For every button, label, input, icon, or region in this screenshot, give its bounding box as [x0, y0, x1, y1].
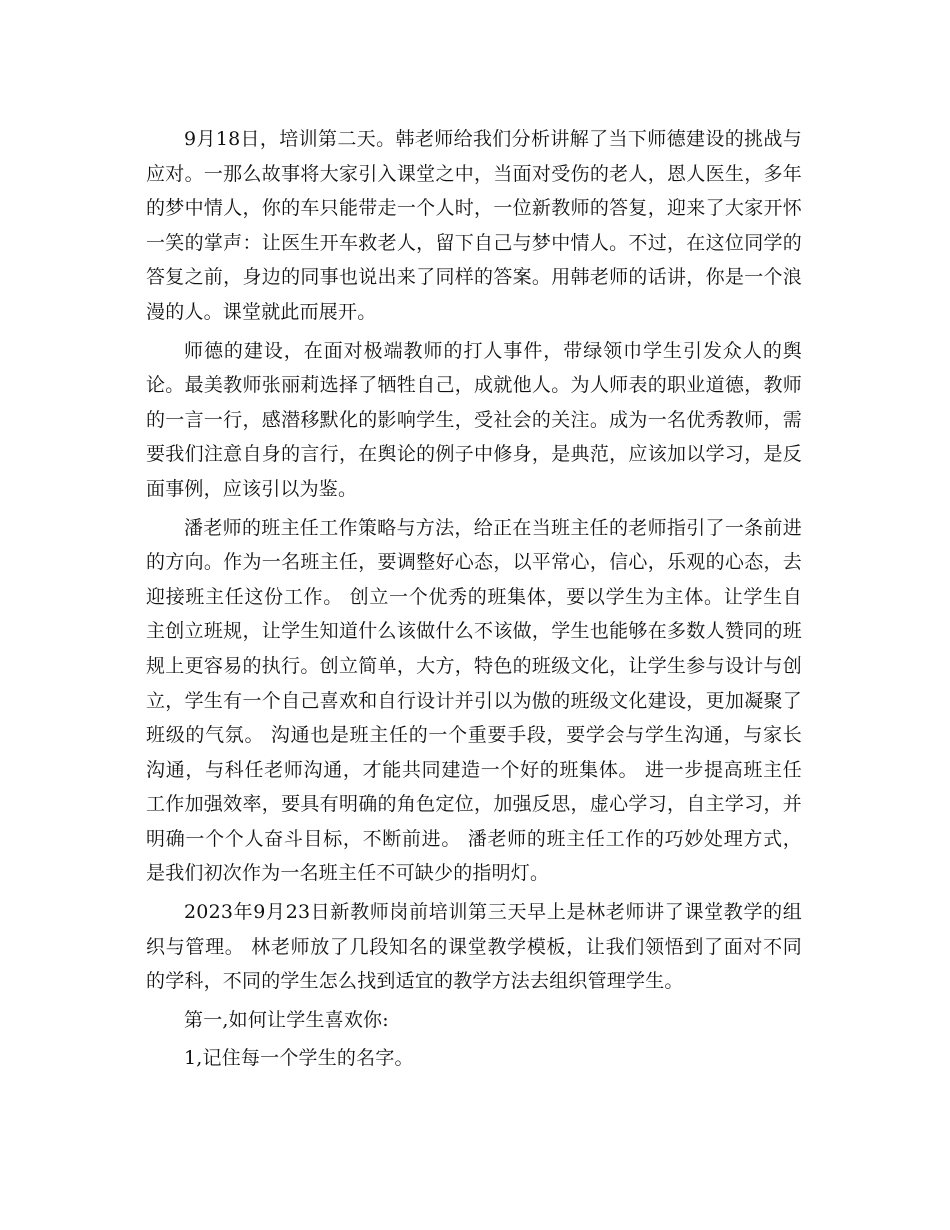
document-body	[146, 122, 802, 1080]
paragraph-first-point: 第一,如何让学生喜欢你:	[184, 1008, 389, 1031]
paragraph-remember-names: 1,记住每一个学生的名字。	[184, 1047, 414, 1070]
paragraph-training-day-two: 9月18日，培训第二天。韩老师给我们分析讲解了当下师德建设的挑战与应对。一那么故事将大家引入课堂之中，当面对受伤的老人，恩人医生，多年的梦中情人，你的车只能带走一个人时，一位新教师的答复，迎来了大家开怀一笑的掌声：让医生开车救老人，留下自己与梦中情人。不过，在这位同学的答复之前，身边的同事也说出来了同样的答案。用韩老师的话讲，你是一个浪漫的人。课堂就此而展开。	[146, 128, 802, 323]
paragraph-class-teacher-strategy: 潘老师的班主任工作策略与方法，给正在当班主任的老师指引了一条前进的方向。作为一名班主任，要调整好心态，以平常心，信心，乐观的心态，去迎接班主任这份工作。 创立一个优秀的班集体，要以学生为主体。让学生自主创立班规，让学生知道什么该做什么不该做，学生也能够在多数人赞同的班规上更容易的执行。创立简单，大方，特色的班级文化，让学生参与设计与创立，学生有一个自己喜欢和自行设计并引以为傲的班级文化建设，更加凝聚了班级的气氛。 沟通也是班主任的一个重要手段，要学会与学生沟通，与家长沟通，与科任老师沟通，才能共同建造一个好的班集体。 进一步提高班主任工作加强效率，要具有明确的角色定位，加强反思，虚心学习，自主学习，并明确一个个人奋斗目标，不断前进。 潘老师的班主任工作的巧妙处理方式，是我们初次作为一名班主任不可缺少的指明灯。	[146, 516, 802, 885]
paragraph-teacher-ethics: 师德的建设，在面对极端教师的打人事件，带绿领巾学生引发众人的舆论。最美教师张丽莉选择了牺牲自己，成就他人。为人师表的职业道德，教师的一言一行，感潜移默化的影响学生，受社会的关注。成为一名优秀教师，需要我们注意自身的言行，在舆论的例子中修身，是典范，应该加以学习，是反面事例，应该引以为鉴。	[146, 339, 802, 500]
paragraph-training-day-three: 2023年9月23日新教师岗前培训第三天早上是林老师讲了课堂教学的组织与管理。 林老师放了几段知名的课堂教学模板，让我们领悟到了面对不同的学科，不同的学生怎么找到适宜的教学方法去组织管理学生。	[146, 901, 802, 993]
